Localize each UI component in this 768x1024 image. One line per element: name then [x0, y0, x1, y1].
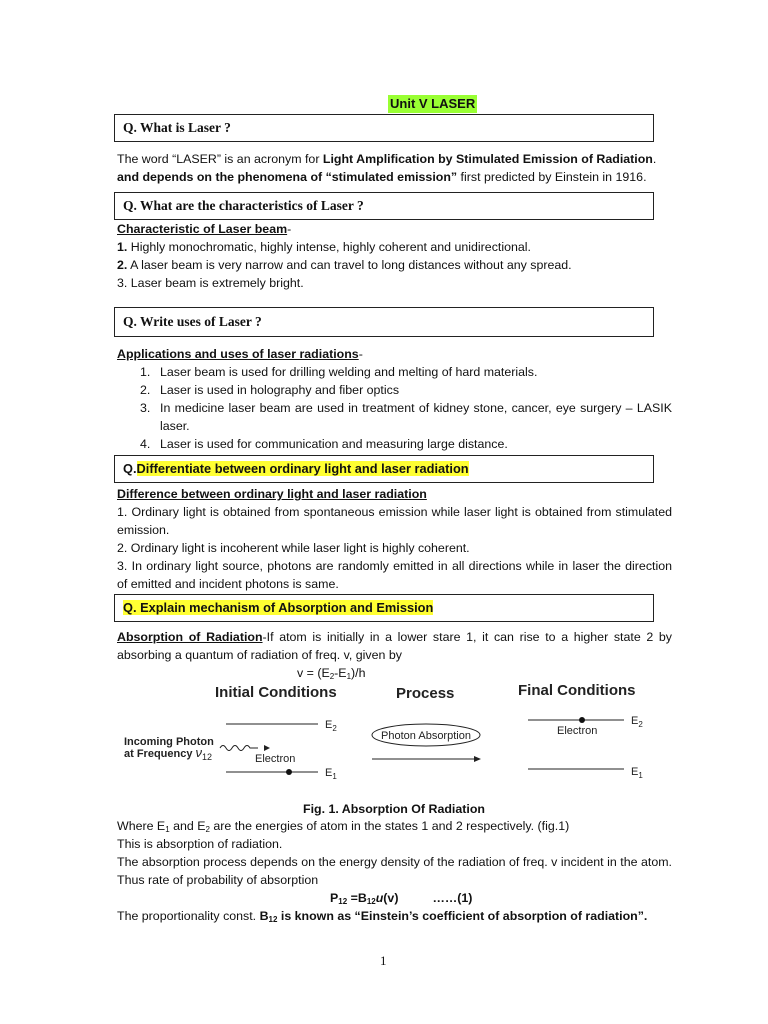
photon-arrowhead: [264, 745, 270, 751]
question-box-uses: [114, 307, 654, 337]
question-text: Q. Explain mechanism of Absorption and Emission: [123, 600, 434, 615]
page-title: Unit V LASER: [390, 96, 476, 111]
question-text: Q. Write uses of Laser ?: [123, 314, 262, 329]
question-text: Q. What is Laser ?: [123, 120, 231, 135]
initial-e1-label: $E_1$: [325, 767, 337, 781]
initial-electron-label: Electron: [255, 753, 296, 765]
process-arrowhead: [474, 756, 481, 762]
uses-heading: Applications and uses of laser radiations-: [117, 347, 363, 361]
figure-initial-label: Initial Conditions: [215, 684, 337, 701]
question-text: Q. What are the characteristics of Laser ?: [123, 198, 364, 213]
final-electron-label: Electron: [557, 725, 598, 737]
figure-process-label: Process: [396, 685, 455, 702]
initial-e2-label: $E_2$: [325, 719, 337, 733]
list-item: 4. Laser is used for communication and measuring large distance.: [140, 437, 508, 451]
initial-electron-dot: [286, 769, 292, 775]
final-electron-dot: [579, 717, 585, 723]
answer-difference: Difference between ordinary light and laser radiation 1. Ordinary light is obtained from spontaneous emission while laser light is obtained from stimulated emission. 2. Ordinary light is incoherent while laser light is highly coherent. 3. In ordinary light source, photons are randomly emitted in all directions while in laser the direction of emitted and incident photons is same.: [117, 487, 672, 591]
question-box-what-is-laser: [114, 114, 654, 142]
answer-laser-definition: The word “LASER” is an acronym for Light Amplification by Stimulated Emission of Radiation. and depends on the phenomena of “stimulated emission” first predicted by Einstein in 1916.: [117, 152, 657, 184]
absorption-equation: $P_{12} =B_{12}u(v)$ ……(1): [330, 891, 473, 906]
photon-absorption-label: Photon Absorption: [381, 730, 471, 742]
answer-characteristics: Characteristic of Laser beam- 1. Highly monochromatic, highly intense, highly coherent and unidirectional. 2. A laser beam is very narrow and can travel to long distances without any spread. 3. Laser beam is extremely bright.: [117, 222, 572, 290]
list-item: 2. Laser is used in holography and fiber optics: [140, 383, 400, 397]
einstein-coefficient-statement: The proportionality const. $B_{12}$ is known as “Einstein’s coefficient of absorption of radiation”.: [117, 909, 648, 924]
figure-caption: Fig. 1. Absorption Of Radiation: [303, 802, 485, 816]
frequency-formula: $v = (E_2-E_1)/h$: [297, 666, 366, 681]
question-box-difference: Q.Differentiate between ordinary light and laser radiation: [114, 455, 654, 483]
question-box-characteristics: [114, 192, 654, 220]
question-box-absorption: [114, 594, 654, 622]
photon-wave: [220, 746, 258, 751]
uses-list: [140, 363, 672, 453]
list-item: 3. In medicine laser beam are used in treatment of kidney stone, cancer, eye surgery – LASIK laser.: [140, 401, 672, 433]
absorption-explanation: Where $E_1$ and $E_2$ are the energies of atom in the states 1 and 2 respectively. (fig.1) This is absorption of radiation. The absorption process depends on the energy density of the radiation of freq. v incident in the atom. Thus rate of probability of absorption: [117, 819, 672, 887]
page-number: 1: [380, 953, 387, 968]
question-text: Differentiate between ordinary light and laser radiation: [136, 461, 469, 476]
figure-final-label: Final Conditions: [518, 682, 636, 699]
final-e1-label: $E_1$: [631, 766, 643, 780]
incoming-frequency-label: at Frequency $\nu_{12}$: [124, 745, 213, 762]
final-e2-label: $E_2$: [631, 715, 643, 729]
list-item: 1. Laser beam is used for drilling welding and melting of hard materials.: [140, 365, 538, 379]
absorption-intro: Absorption of Radiation-If atom is initially in a lower stare 1, it can rise to a higher state 2 by absorbing a quantum of radiation of freq. v, given by: [117, 630, 672, 662]
absorption-figure: [110, 678, 660, 800]
incoming-photon-label: Incoming Photon: [124, 736, 214, 748]
